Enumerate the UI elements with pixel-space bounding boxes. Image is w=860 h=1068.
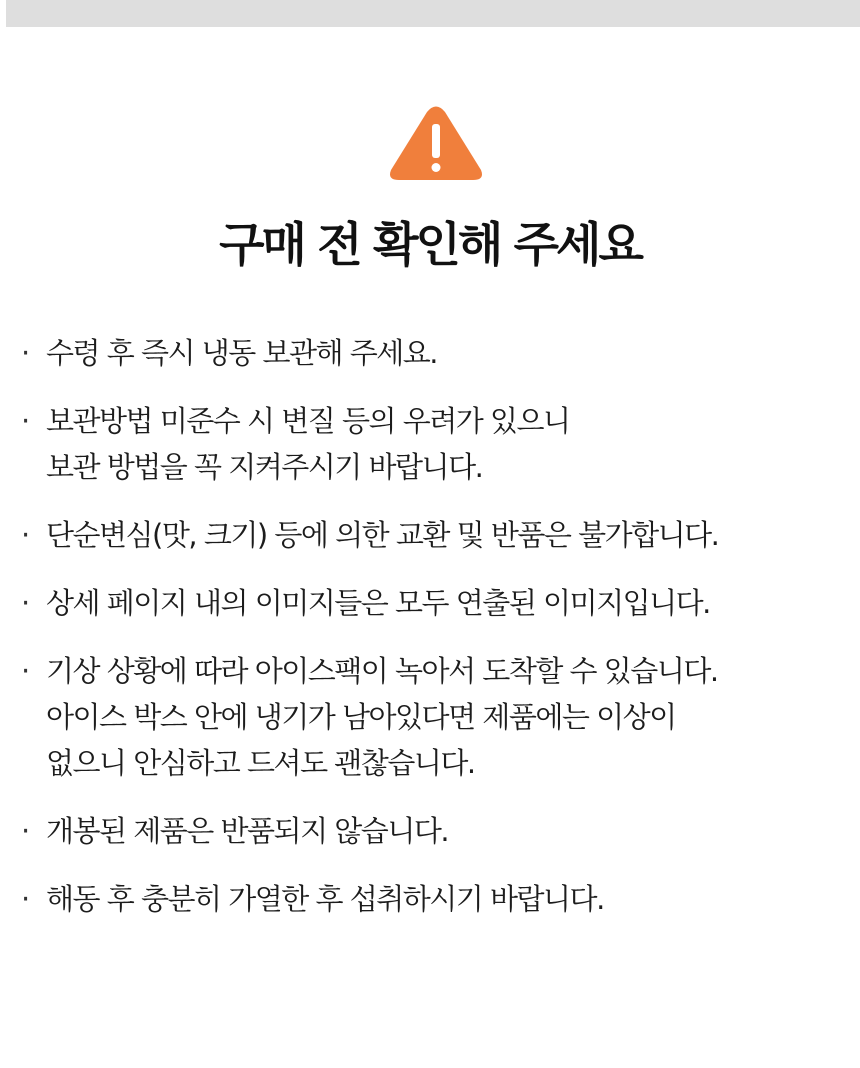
notice-text: 해동 후 충분히 가열한 후 섭취하시기 바랍니다. [46,882,604,916]
page-title: 구매 전 확인해 주세요 [219,218,641,273]
notice-item [0,580,860,626]
notice-text: 보관방법 미준수 시 변질 등의 우려가 있으니 [46,404,570,438]
notice-text: 없으니 안심하고 드셔도 괜찮습니다. [46,746,475,780]
notice-text: 보관 방법을 꼭 지켜주시기 바랍니다. [46,450,483,484]
bullet-dot: · [21,814,29,848]
notice-item [0,876,860,922]
notice-text: 개봉된 제품은 반품되지 않습니다. [46,814,449,848]
notice-list [0,330,860,944]
bullet-dot: · [21,336,29,370]
notice-item [0,398,860,490]
bullet-dot: · [21,586,29,620]
notice-text: 수령 후 즉시 냉동 보관해 주세요. [46,336,437,370]
notice-text: 기상 상황에 따라 아이스팩이 녹아서 도착할 수 있습니다. [46,654,718,688]
notice-text: 단순변심(맛, 크기) 등에 의한 교환 및 반품은 불가합니다. [46,518,719,552]
notice-text: 상세 페이지 내의 이미지들은 모두 연출된 이미지입니다. [46,586,710,620]
bullet-dot: · [21,654,29,688]
top-bar [6,0,860,27]
notice-text: 아이스 박스 안에 냉기가 남아있다면 제품에는 이상이 [46,700,676,734]
notice-item [0,648,860,786]
notice-item [0,512,860,558]
warning-triangle-icon [387,104,485,184]
notice-item [0,808,860,854]
bullet-dot: · [21,518,29,552]
bullet-dot: · [21,404,29,438]
bullet-dot: · [21,882,29,916]
notice-item [0,330,860,376]
